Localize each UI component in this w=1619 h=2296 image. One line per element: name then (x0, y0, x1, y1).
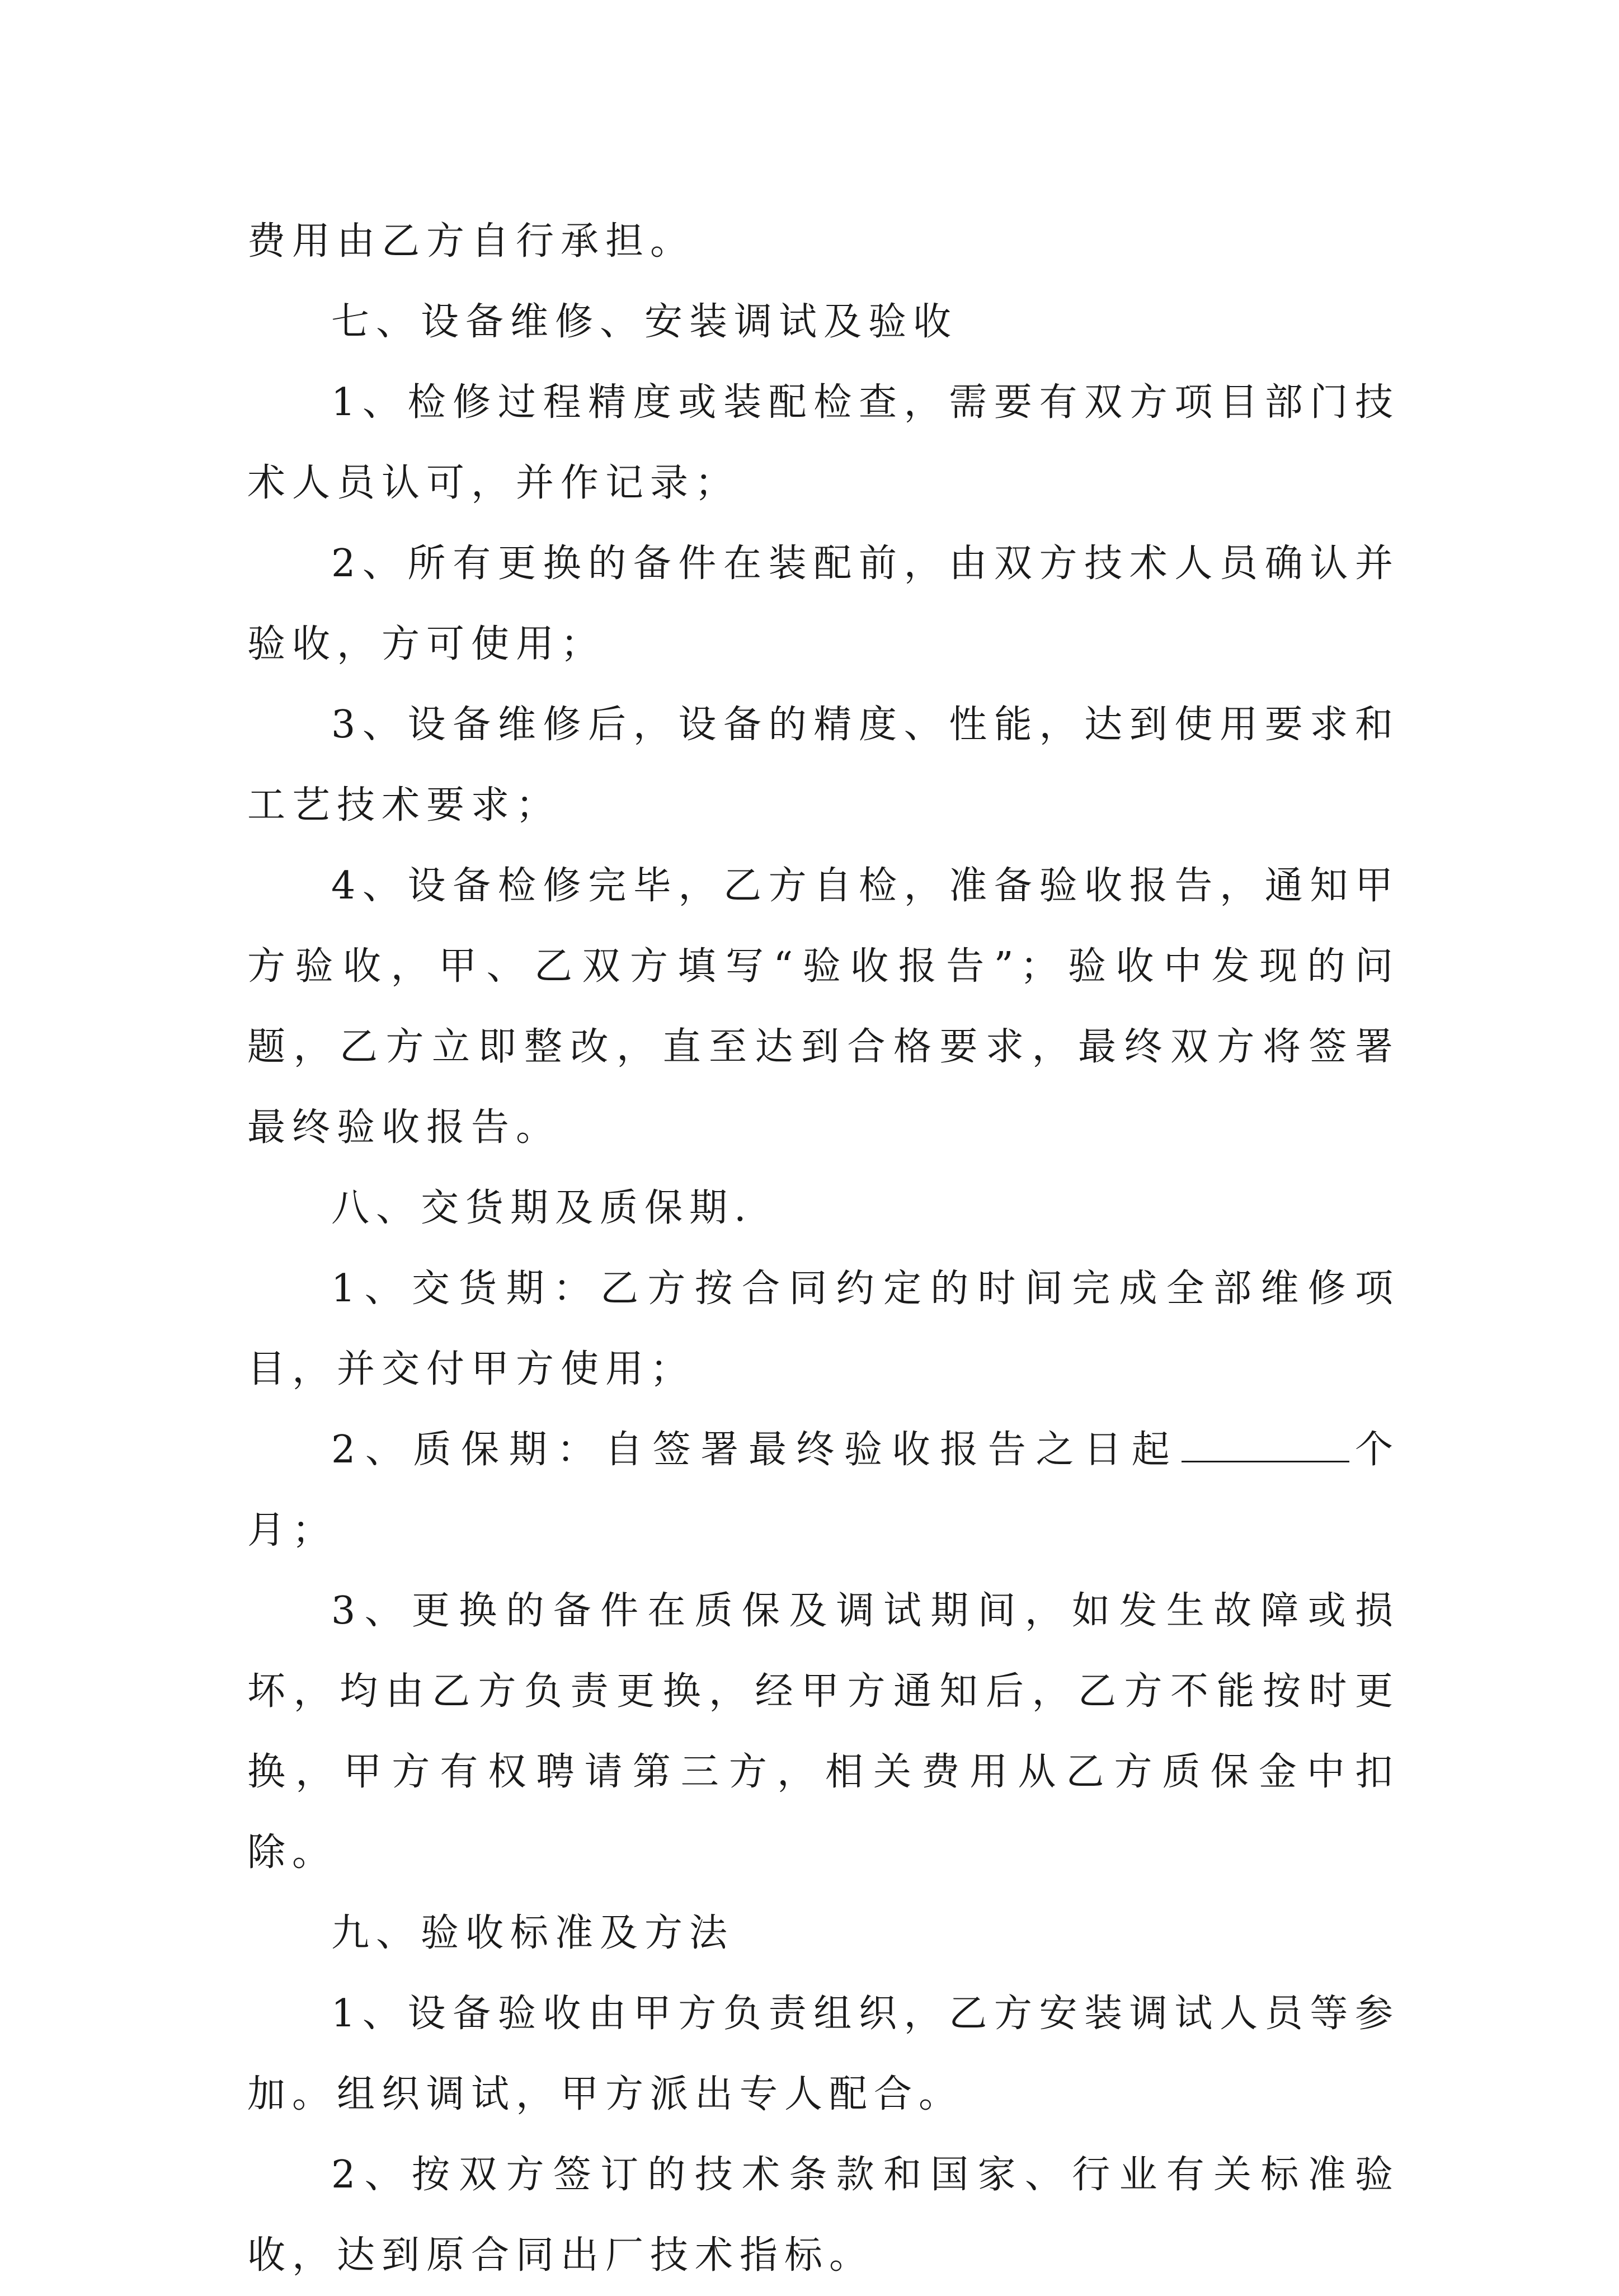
section-9-item-1: 1、设备验收由甲方负责组织，乙方安装调试人员等参加。组织调试，甲方派出专人配合。 (247, 1992, 1400, 2116)
section-8-item-3: 3、更换的备件在质保及调试期间，如发生故障或损坏，均由乙方负责更换，经甲方通知后，乙方不能按时更换，甲方有权聘请第三方，相关费用从乙方质保金中扣除。 (247, 1589, 1400, 1875)
section-8-item-1: 1、交货期：乙方按合同约定的时间完成全部维修项目，并交付甲方使用； (247, 1267, 1400, 1391)
warranty-text-prefix: 2、质保期：自签署最终验收报告之日起 (331, 1428, 1180, 1472)
section-7-item-4: 4、设备检修完毕，乙方自检，准备验收报告，通知甲方验收，甲、乙双方填写“验收报告”；验收中发现的问题，乙方立即整改，直至达到合格要求，最终双方将签署最终验收报告。 (247, 864, 1400, 1150)
section-8-item-2 (247, 1410, 1400, 1571)
section-9-item-2: 2、按双方签订的技术条款和国家、行业有关标准验收，达到原合同出厂技术指标。 (247, 2153, 1400, 2278)
warranty-text-suffix: 个月； (247, 1428, 1400, 1552)
section-7-title: 七、设备维修、安装调试及验收 (331, 300, 958, 344)
warranty-months-blank (1182, 1427, 1349, 1462)
section-7-item-1: 1、检修过程精度或装配检查，需要有双方项目部门技术人员认可，并作记录； (247, 380, 1400, 505)
document-body (247, 201, 1400, 2296)
paragraph-continuation: 费用由乙方自行承担。 (247, 219, 695, 264)
section-7-item-2: 2、所有更换的备件在装配前，由双方技术人员确认并验收，方可使用； (247, 542, 1400, 666)
section-8-title: 八、交货期及质保期. (331, 1186, 753, 1230)
section-7-item-3: 3、设备维修后，设备的精度、性能，达到使用要求和工艺技术要求； (247, 703, 1400, 827)
section-9-title: 九、验收标准及方法 (331, 1911, 735, 1955)
